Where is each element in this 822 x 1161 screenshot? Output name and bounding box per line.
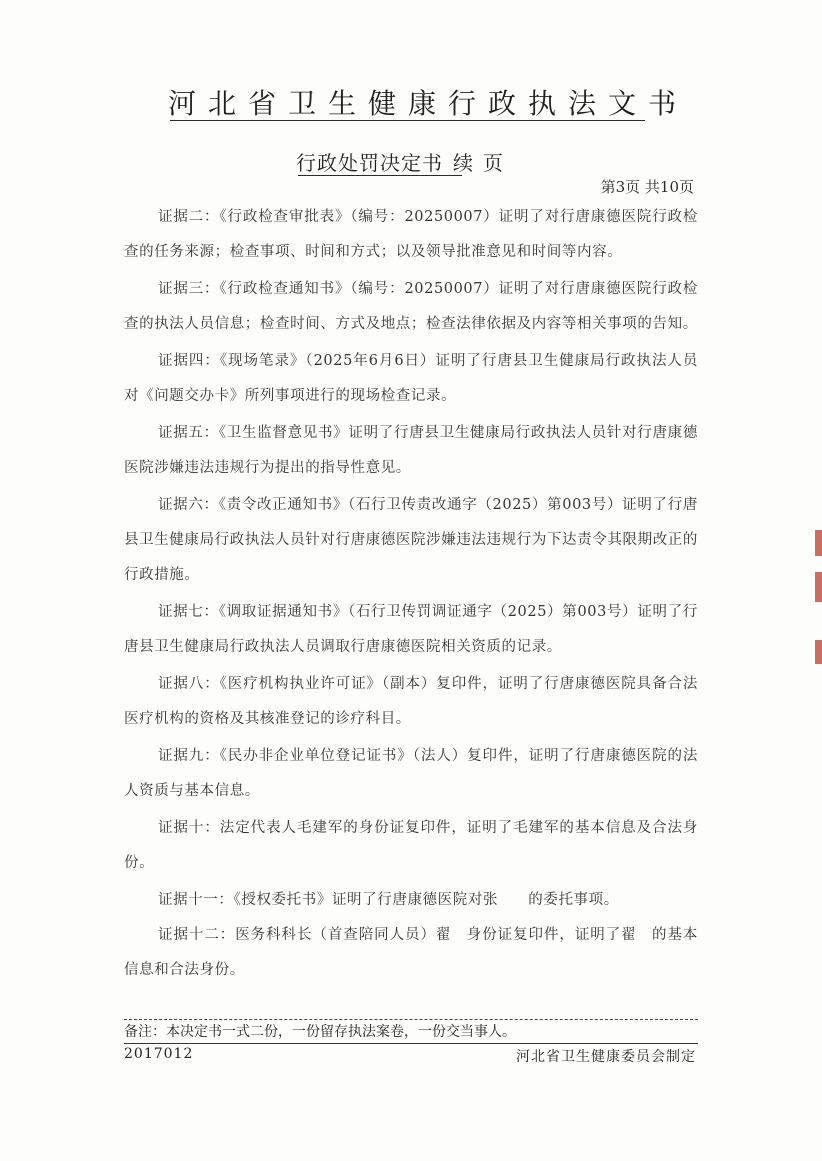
evidence-item-5: 证据五：《卫生监督意见书》证明了行唐县卫生健康局行政执法人员针对行唐康德医院涉嫌违法违规行为提出的指导性意见。 <box>124 425 698 476</box>
subtitle-text: 行政处罚决定书 <box>296 151 443 175</box>
seal-edge-mark <box>815 572 822 602</box>
evidence-item-2: 证据二：《行政检查审批表》（编号：20250007）证明了对行唐康德医院行政检查的任务来源；检查事项、时间和方式；以及领导批准意见和时间等内容。 <box>124 209 698 260</box>
footer-note: 备注：本决定书一式二份，一份留存执法案卷，一份交当事人。 <box>124 1024 516 1040</box>
issuer-label: 河北省卫生健康委员会制定 <box>516 1049 696 1065</box>
page-number: 第3页 共10页 <box>600 178 694 196</box>
seal-edge-mark <box>815 530 822 556</box>
form-code: 2017012 <box>124 1046 194 1062</box>
footer-divider-top <box>124 1019 698 1020</box>
evidence-item-3: 证据三：《行政检查通知书》（编号：20250007）证明了对行唐康德医院行政检查的执法人员信息；检查时间、方式及地点；检查法律依据及内容等相关事项的告知。 <box>124 281 698 332</box>
evidence-item-4: 证据四：《现场笔录》（2025年6月6日）证明了行唐县卫生健康局行政执法人员对《问题交办卡》所列事项进行的现场检查记录。 <box>124 353 698 404</box>
header-underline <box>170 120 645 121</box>
evidence-item-7: 证据七：《调取证据通知书》（石行卫传罚调证通字（2025）第003号）证明了行唐县卫生健康局行政执法人员调取行唐康德医院相关资质的记录。 <box>124 604 698 655</box>
evidence-item-6: 证据六：《责令改正通知书》（石行卫传责改通字（2025）第003号）证明了行唐县卫生健康局行政执法人员针对行唐康德医院涉嫌违法违规行为下达责令其限期改正的行政措施。 <box>124 497 698 583</box>
evidence-item-10: 证据十：法定代表人毛建军的身份证复印件，证明了毛建军的基本信息及合法身份。 <box>124 820 698 871</box>
evidence-item-11: 证据十一：《授权委托书》证明了行唐康德医院对张 的委托事项。 <box>158 892 619 908</box>
footer-divider-bottom <box>124 1043 698 1044</box>
evidence-item-8: 证据八：《医疗机构执业许可证》（副本）复印件，证明了行唐康德医院具备合法医疗机构的资格及其核准登记的诊疗科目。 <box>124 676 698 727</box>
seal-edge-mark <box>815 640 822 664</box>
evidence-item-9: 证据九：《民办非企业单位登记证书》（法人）复印件，证明了行唐康德医院的法人资质与基本信息。 <box>124 748 698 799</box>
document-subtitle <box>296 147 513 176</box>
subtitle-underline <box>298 175 462 176</box>
evidence-item-12: 证据十二：医务科科长（首查陪同人员）翟 身份证复印件，证明了翟 的基本信息和合法身份。 <box>124 927 698 978</box>
document-header-title: 河北省卫生健康行政执法文书 <box>168 87 689 120</box>
evidence-list <box>124 200 698 988</box>
subtitle-suffix: 续页 <box>453 151 513 175</box>
